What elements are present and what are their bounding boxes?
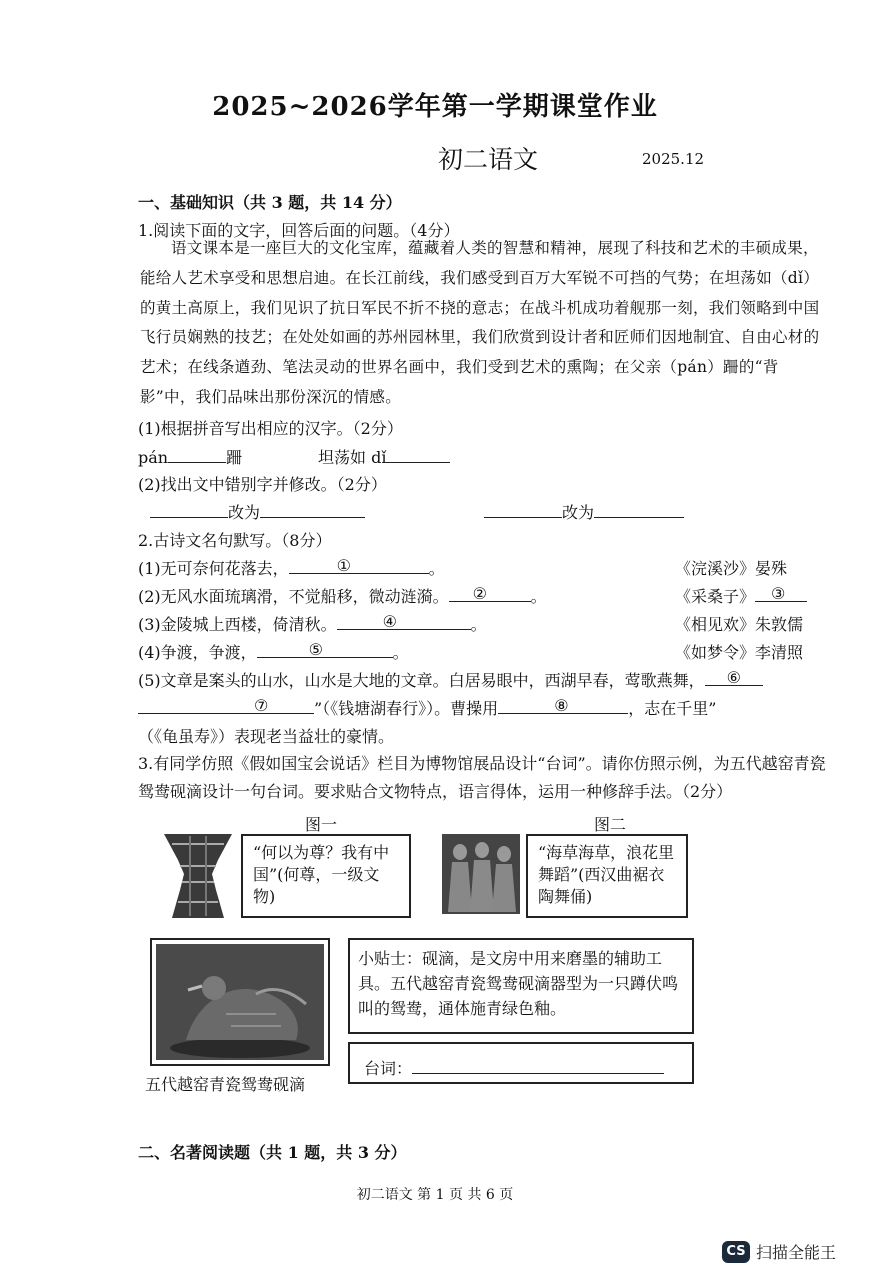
mandarin-duck-inkwell-image bbox=[156, 944, 324, 1060]
blank-mark: ⑤ bbox=[308, 640, 324, 659]
poem-line-3 bbox=[138, 612, 487, 635]
dancer-figurine-image bbox=[442, 834, 520, 914]
exam-date: 2025.12 bbox=[642, 150, 705, 168]
q1-sub1-a bbox=[138, 445, 242, 468]
subject-title: 初二语文 bbox=[438, 145, 539, 174]
blank-mark: ⑥ bbox=[726, 668, 742, 687]
poem-blank-6[interactable] bbox=[705, 669, 763, 686]
poem-source-3: 《相见欢》朱敦儒 bbox=[675, 615, 804, 634]
fig1-quote: “何以为尊？我有中国”(何尊，一级文物) bbox=[253, 843, 390, 906]
fixed-char-blank-1[interactable] bbox=[260, 501, 365, 518]
line-answer-box bbox=[348, 1042, 694, 1084]
q1-prompt: 1.阅读下面的文字，回答后面的问题。（4分） bbox=[138, 221, 460, 240]
watermark-text: 扫描全能王 bbox=[756, 1243, 837, 1262]
fig1-label: 图一 bbox=[305, 815, 338, 834]
answer-blank-pan[interactable] bbox=[168, 446, 226, 463]
q1-sub1-prompt: (1)根据拼音写出相应的汉字。（2分） bbox=[138, 419, 403, 438]
correction-1 bbox=[150, 500, 365, 523]
poem-source-2 bbox=[675, 584, 807, 607]
fig2-label: 图二 bbox=[594, 815, 627, 834]
poem-blank-8[interactable] bbox=[498, 697, 628, 714]
section1-heading: 一、基础知识（共 3 题，共 14 分） bbox=[138, 193, 402, 212]
poem-line-5a bbox=[138, 668, 763, 691]
blank-mark: ② bbox=[472, 584, 488, 603]
line-label: 台词： bbox=[364, 1059, 413, 1078]
poem-text: (5)文章是案头的山水，山水是大地的文章。白居易眼中，西湖早春，莺歌燕舞， bbox=[138, 671, 705, 690]
poem-text: (4)争渡，争渡， bbox=[138, 643, 257, 662]
poem-text: (2)无风水面琉璃滑，不觉船移，微动涟漪。 bbox=[138, 587, 449, 606]
poem-text: ”（《钱塘湖春行》）。曹操用 bbox=[314, 699, 499, 718]
poem-text: (1)无可奈何花落去， bbox=[138, 559, 289, 578]
poem-end: 。 bbox=[530, 587, 547, 606]
scanner-watermark bbox=[722, 1240, 836, 1263]
poem-blank-4[interactable] bbox=[337, 613, 471, 630]
poem-text: (3)金陵城上西楼，倚清秋。 bbox=[138, 615, 337, 634]
poem-blank-5[interactable] bbox=[257, 641, 393, 658]
poem-source-1: 《浣溪沙》晏殊 bbox=[675, 559, 788, 578]
pinyin-pan: pán bbox=[138, 448, 169, 467]
section2-heading: 二、名著阅读题（共 1 题，共 3 分） bbox=[138, 1143, 407, 1162]
poem-line-5b bbox=[138, 696, 716, 719]
poem-line-2 bbox=[138, 584, 547, 607]
answer-blank-di[interactable] bbox=[386, 446, 450, 463]
poem-end: 。 bbox=[428, 559, 445, 578]
page-footer: 初二语文 第 1 页 共 6 页 bbox=[356, 1187, 514, 1203]
fig2-quote: “海草海草，浪花里舞蹈”(西汉曲裾衣陶舞俑) bbox=[538, 843, 675, 906]
pinyin-di: 坦荡如 dǐ bbox=[318, 448, 387, 467]
change-to-label: 改为 bbox=[228, 503, 261, 522]
blank-mark: ⑦ bbox=[254, 696, 269, 715]
poem-line-5c: （《龟虽寿》）表现老当益壮的豪情。 bbox=[138, 727, 395, 746]
fig2-quote-box bbox=[526, 834, 688, 918]
fig1-quote-box bbox=[241, 834, 411, 918]
camscanner-logo: CS bbox=[722, 1241, 750, 1263]
poem-line-1 bbox=[138, 556, 445, 579]
poem-source-4: 《如梦令》李清照 bbox=[675, 643, 804, 662]
tip-box bbox=[348, 938, 694, 1034]
wrong-char-blank-2[interactable] bbox=[484, 501, 562, 518]
tip-text: 小贴士：砚滴，是文房中用来磨墨的辅助工具。五代越窑青瓷鸳鸯砚滴器型为一只蹲伏鸣叫的鸳鸯，通体施青绿色釉。 bbox=[358, 949, 679, 1018]
line-answer-blank[interactable] bbox=[412, 1057, 664, 1074]
change-to-label: 改为 bbox=[562, 503, 595, 522]
char-shan: 跚 bbox=[226, 448, 243, 467]
q1-sub2-prompt: (2)找出文中错别字并修改。（2分） bbox=[138, 475, 387, 494]
poem-blank-2[interactable] bbox=[449, 585, 531, 602]
blank-mark: ④ bbox=[382, 612, 398, 631]
q2-prompt: 2.古诗文名句默写。（8分） bbox=[138, 531, 332, 550]
poem-source-title: 《采桑子》 bbox=[675, 587, 756, 606]
poem-line-4 bbox=[138, 640, 409, 663]
q3-prompt: 3.有同学仿照《假如国宝会说话》栏目为博物馆展品设计“台词”。请你仿照示例，为五代越窑青瓷鸳鸯砚滴设计一句台词。要求贴合文物特点，语言得体，运用一种修辞手法。（2分） bbox=[138, 754, 826, 801]
blank-mark: ③ bbox=[771, 584, 786, 603]
page-title: 2025~2026学年第一学期课堂作业 bbox=[212, 92, 658, 122]
inkwell-caption: 五代越窑青瓷鸳鸯砚滴 bbox=[145, 1075, 306, 1094]
blank-mark: ⑧ bbox=[554, 696, 569, 715]
blank-mark: ① bbox=[336, 556, 352, 575]
q1-sub1-b bbox=[318, 445, 450, 468]
correction-2 bbox=[484, 500, 684, 523]
q1-passage: 语文课本是一座巨大的文化宝库，蕴藏着人类的智慧和精神，展现了科技和艺术的丰硕成果，能给人艺术享受和思想启迪。在长江前线，我们感受到百万大军锐不可挡的气势；在坦荡如（dǐ）的黄土高原上，我们见识了抗日军民不折不挠的意志；在战斗机成功着舰那一刻，我们领略到中国飞行员娴熟的技艺；在处处如画的苏州园林里，我们欣赏到设计者和匠师们因地制宜、自由心材的艺术；在线条遒劲、笔法灵动的世界名画中，我们受到艺术的熏陶；在父亲（pán）跚的“背影”中，我们品味出那份深沉的情感。 bbox=[140, 239, 820, 406]
inkwell-image-frame bbox=[150, 938, 330, 1066]
fixed-char-blank-2[interactable] bbox=[594, 501, 684, 518]
poem-text: ，志在千里” bbox=[628, 699, 717, 718]
wrong-char-blank-1[interactable] bbox=[150, 501, 228, 518]
poem-blank-1[interactable] bbox=[289, 557, 429, 574]
author-blank[interactable] bbox=[755, 585, 807, 602]
he-zun-image bbox=[160, 830, 236, 922]
poem-end: 。 bbox=[470, 615, 487, 634]
poem-blank-7[interactable] bbox=[138, 697, 314, 714]
poem-end: 。 bbox=[392, 643, 409, 662]
line-answer-row bbox=[364, 1056, 664, 1079]
